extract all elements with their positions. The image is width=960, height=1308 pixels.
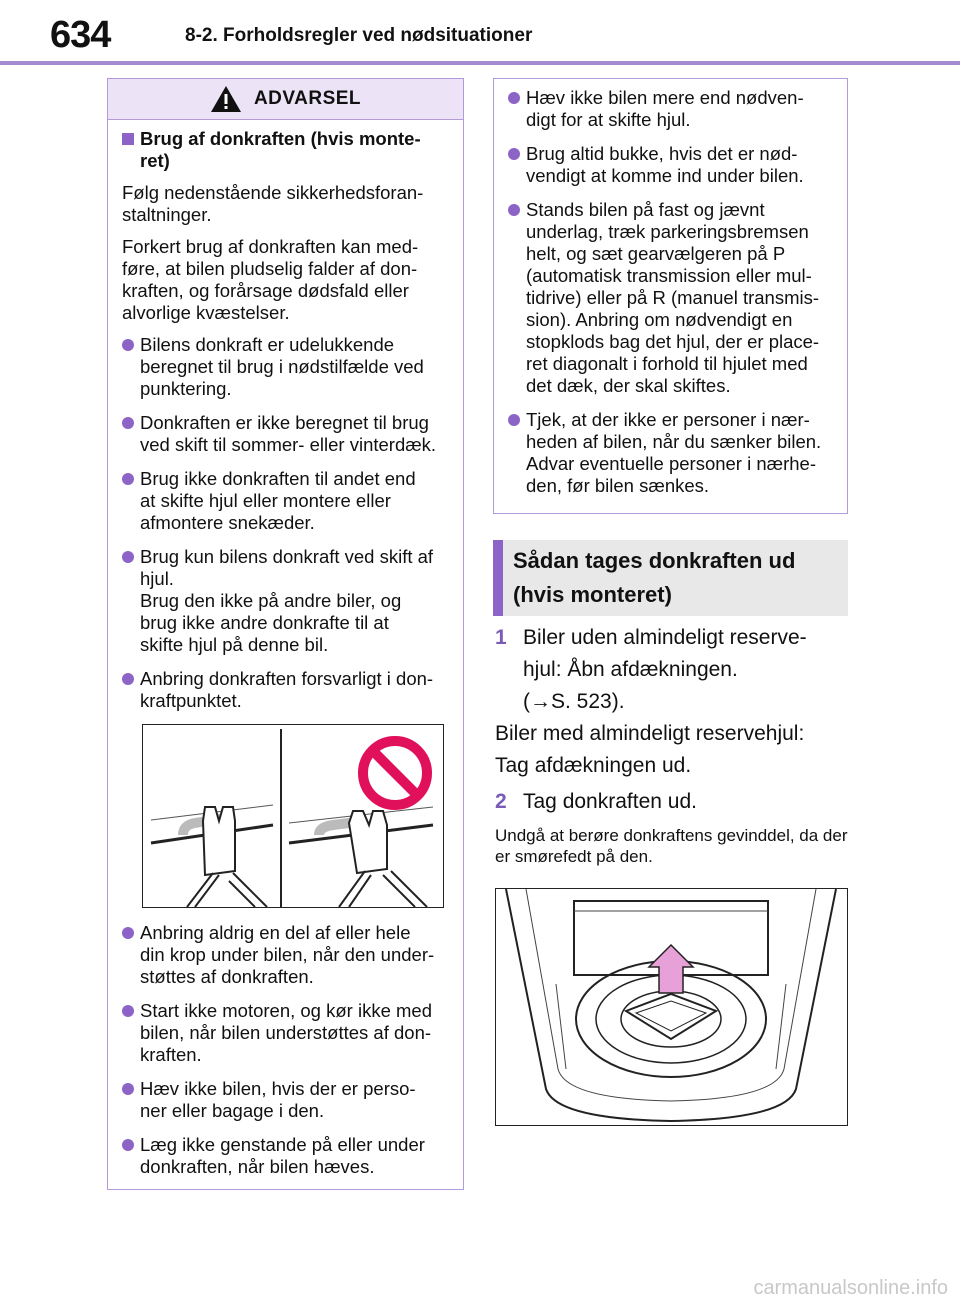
list-item: Brug kun bilens donkraft ved skift af hjul. Brug den ikke på andre biler, og brug ikke andre donkrafte til at skifte hjul på denne bil.	[122, 546, 449, 656]
bullet-dot-icon	[508, 204, 520, 216]
warning-continued-box	[493, 78, 848, 514]
list-item: Brug ikke donkraften til andet end at skifte hjul eller montere eller afmontere snekæder.	[122, 468, 449, 534]
step-number: 1	[495, 626, 507, 649]
step-text: Tag donkraften ud.	[523, 790, 697, 813]
step-number: 2	[495, 790, 507, 813]
bullet-dot-icon	[508, 414, 520, 426]
bullet-dot-icon	[122, 473, 134, 485]
watermark: carmanualsonline.info	[753, 1277, 948, 1299]
bullet-dot-icon	[122, 927, 134, 939]
list-item: Anbring donkraften forsvarligt i don- kraftpunktet.	[122, 668, 449, 712]
list-item: Hæv ikke bilen mere end nødven- digt for at skifte hjul.	[508, 87, 833, 131]
bullet-dot-icon	[508, 148, 520, 160]
warning-heading: Brug af donkraften (hvis monte- ret)	[122, 128, 449, 172]
warning-title: ADVARSEL	[253, 88, 362, 109]
bullet-dot-icon	[122, 1139, 134, 1151]
bullet-dot-icon	[122, 417, 134, 429]
warning-box	[107, 78, 464, 1190]
jack-placement-illustration	[142, 724, 444, 908]
bullet-dot-icon	[122, 339, 134, 351]
step-text: Biler uden almindeligt reserve- hjul: Åbn afdækningen. (→S. 523).	[523, 626, 807, 713]
header-divider	[0, 61, 960, 65]
section-heading: Sådan tages donkraften ud (hvis monteret)	[493, 540, 848, 616]
paragraph: Biler med almindeligt reservehjul: Tag afdækningen ud.	[495, 722, 805, 777]
bullet-dot-icon	[122, 1083, 134, 1095]
warning-paragraph: Forkert brug af donkraften kan med- føre, at bilen pludselig falder af don- kraften, og forårsage dødsfald eller alvorlige kvæstelser.	[122, 236, 419, 323]
list-item: Brug altid bukke, hvis det er nød- vendigt at komme ind under bilen.	[508, 143, 833, 187]
warning-triangle-icon	[210, 85, 242, 113]
step-1	[495, 622, 855, 718]
warning-header	[108, 79, 463, 120]
list-item: Tjek, at der ikke er personer i nær- heden af bilen, når du sænker bilen. Advar eventuelle personer i nærhe- den, før bilen sænkes.	[508, 409, 833, 497]
list-item: Hæv ikke bilen, hvis der er perso- ner eller bagage i den.	[122, 1078, 449, 1122]
list-item: Start ikke motoren, og kør ikke med bilen, når bilen understøttes af don- kraften.	[122, 1000, 449, 1066]
square-bullet-icon	[122, 133, 134, 145]
list-item: Anbring aldrig en del af eller hele din krop under bilen, når den under- støttes af donkraften.	[122, 922, 449, 988]
list-item: Donkraften er ikke beregnet til brug ved skift til sommer- eller vinterdæk.	[122, 412, 449, 456]
bullet-dot-icon	[122, 551, 134, 563]
bullet-dot-icon	[508, 92, 520, 104]
step-2	[495, 786, 855, 818]
note-text: Undgå at berøre donkraftens gevinddel, da der er smørefedt på den.	[495, 826, 848, 866]
list-item: Læg ikke genstande på eller under donkraften, når bilen hæves.	[122, 1134, 449, 1178]
page-number: 634	[50, 14, 111, 56]
bullet-dot-icon	[122, 1005, 134, 1017]
warning-paragraph: Følg nedenstående sikkerhedsforan- staltninger.	[122, 182, 424, 225]
list-item: Stands bilen på fast og jævnt underlag, træk parkeringsbremsen helt, og sæt gearvælgeren på P (automatisk transmission eller mul- tidrive) eller på R (manuel transmis- sion). Anbring om nødvendigt en stopklods bag det hjul, der er place- ret diagonalt i forhold til hjulet med det dæk, der skal skiftes.	[508, 199, 833, 397]
section-title: 8-2. Forholdsregler ved nødsituationer	[185, 25, 533, 46]
bullet-dot-icon	[122, 673, 134, 685]
list-item: Bilens donkraft er udelukkende beregnet til brug i nødstilfælde ved punktering.	[122, 334, 449, 400]
trunk-jack-illustration	[495, 888, 848, 1126]
